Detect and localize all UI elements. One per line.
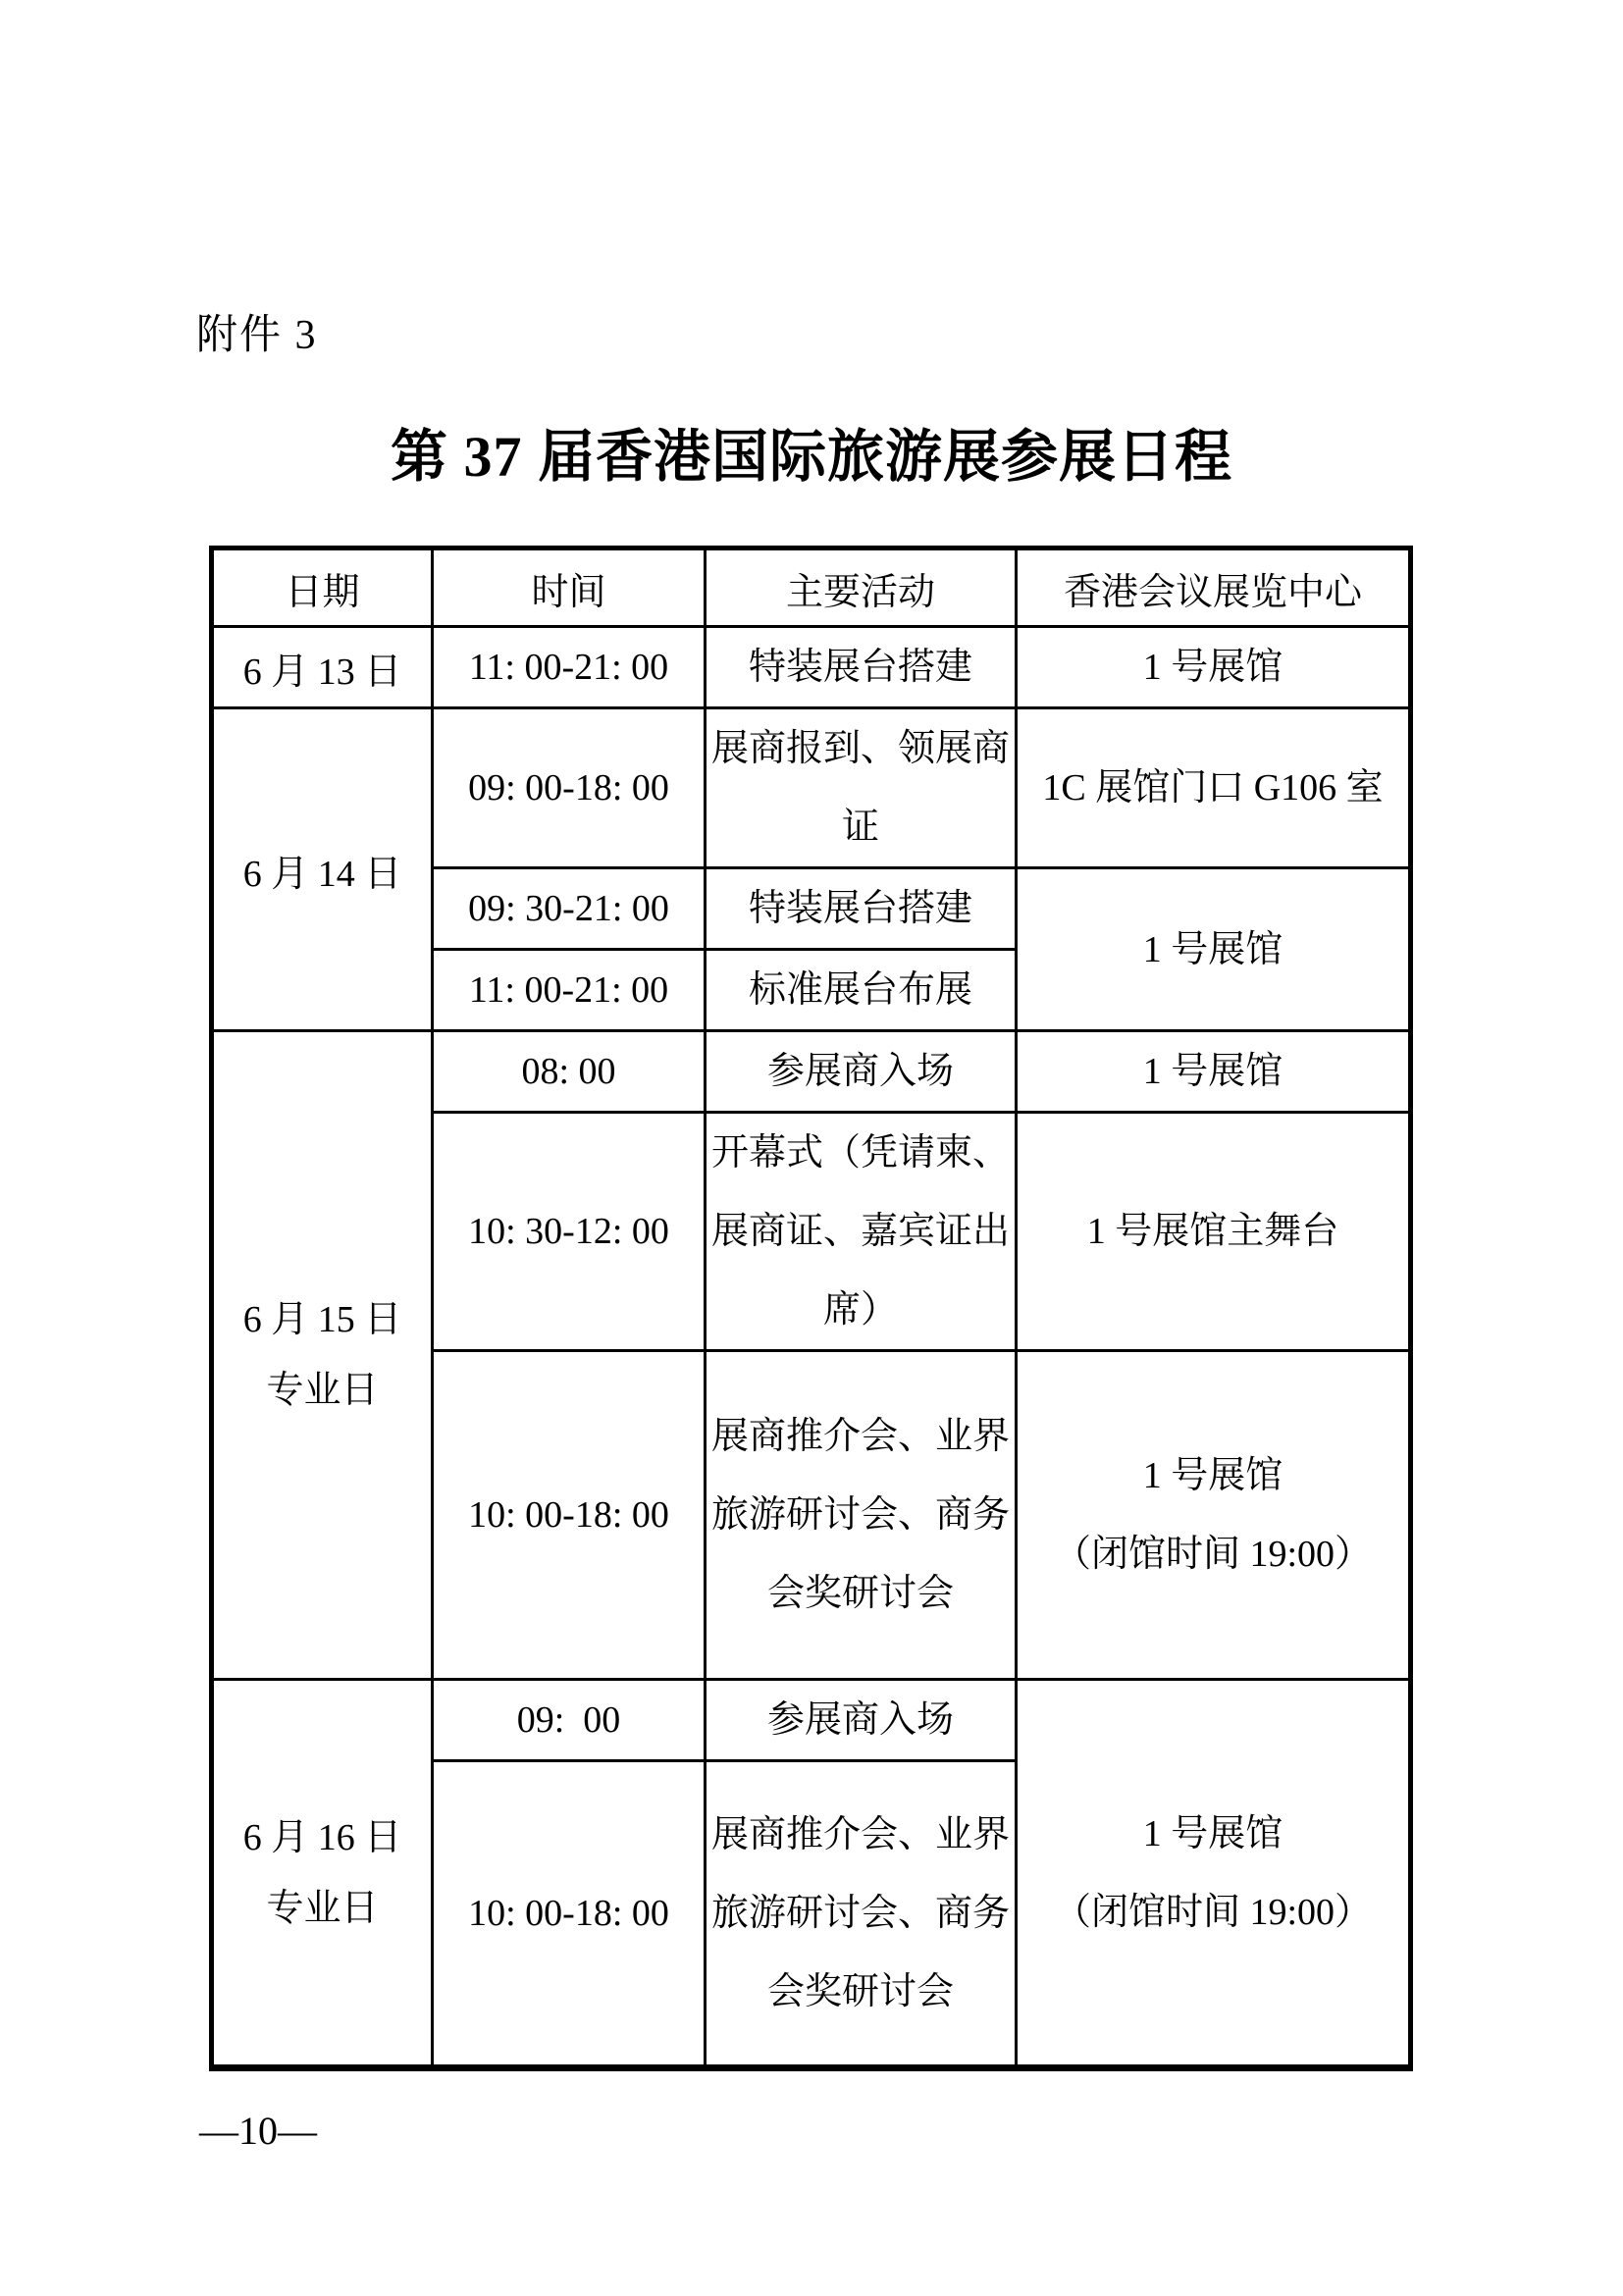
table-row: [212, 708, 1411, 868]
time-cell: 09: 00-18: 00: [433, 708, 706, 868]
time-cell: 09: 00: [433, 1680, 706, 1761]
activity-cell: 展商推介会、业界旅游研讨会、商务会奖研讨会: [706, 1351, 1017, 1680]
location-line-2: （闭馆时间 19:00）: [1053, 1534, 1373, 1575]
activity-cell: 参展商入场: [706, 1031, 1017, 1113]
location-cell: [1017, 1680, 1411, 2068]
location-cell: 1 号展馆主舞台: [1017, 1113, 1411, 1351]
table-row: [212, 1031, 1411, 1113]
header-cell-location: 香港会议展览中心: [1017, 548, 1411, 627]
date-cell: 6 月 14 日: [212, 708, 433, 1031]
date-line-1: 6 月 15 日: [242, 1299, 402, 1340]
table-header-row: [212, 548, 1411, 627]
footer-page-number: —10—: [199, 2109, 317, 2153]
time-cell: 11: 00-21: 00: [433, 950, 706, 1031]
table-row: [212, 1680, 1411, 1761]
date-cell: 6 月 13 日: [212, 627, 433, 708]
location-cell: 1 号展馆: [1017, 868, 1411, 1031]
page-title: 第 37 届香港国际旅游展参展日程: [390, 425, 1232, 489]
date-cell: [212, 1031, 433, 1680]
activity-cell: 开幕式（凭请柬、展商证、嘉宾证出席）: [706, 1113, 1017, 1351]
time-cell: 10: 00-18: 00: [433, 1351, 706, 1680]
time-cell: 10: 00-18: 00: [433, 1761, 706, 2068]
location-cell: 1 号展馆: [1017, 627, 1411, 708]
schedule-table: [209, 546, 1413, 2071]
date-line-2: 专业日: [266, 1370, 379, 1411]
location-cell: 1C 展馆门口 G106 室: [1017, 708, 1411, 868]
activity-cell: 参展商入场: [706, 1680, 1017, 1761]
activity-cell: 标准展台布展: [706, 950, 1017, 1031]
time-cell: 10: 30-12: 00: [433, 1113, 706, 1351]
table-row: [212, 627, 1411, 708]
location-line-2: （闭馆时间 19:00）: [1053, 1891, 1373, 1933]
time-cell: 11: 00-21: 00: [433, 627, 706, 708]
activity-cell: 特装展台搭建: [706, 627, 1017, 708]
location-line-1: 1 号展馆: [1142, 1455, 1283, 1496]
location-line-1: 1 号展馆: [1142, 1812, 1283, 1854]
header-cell-time: 时间: [433, 548, 706, 627]
activity-cell: 展商推介会、业界旅游研讨会、商务会奖研讨会: [706, 1761, 1017, 2068]
time-cell: 09: 30-21: 00: [433, 868, 706, 950]
location-cell: 1 号展馆: [1017, 1031, 1411, 1113]
header-cell-date: 日期: [212, 548, 433, 627]
date-line-2: 专业日: [266, 1887, 379, 1929]
date-cell: [212, 1680, 433, 2068]
header-cell-activity: 主要活动: [706, 548, 1017, 627]
attachment-label: 附件 3: [196, 313, 318, 358]
activity-cell: 特装展台搭建: [706, 868, 1017, 950]
activity-cell: 展商报到、领展商证: [706, 708, 1017, 868]
time-cell: 08: 00: [433, 1031, 706, 1113]
date-line-1: 6 月 16 日: [242, 1816, 402, 1858]
location-cell: [1017, 1351, 1411, 1680]
